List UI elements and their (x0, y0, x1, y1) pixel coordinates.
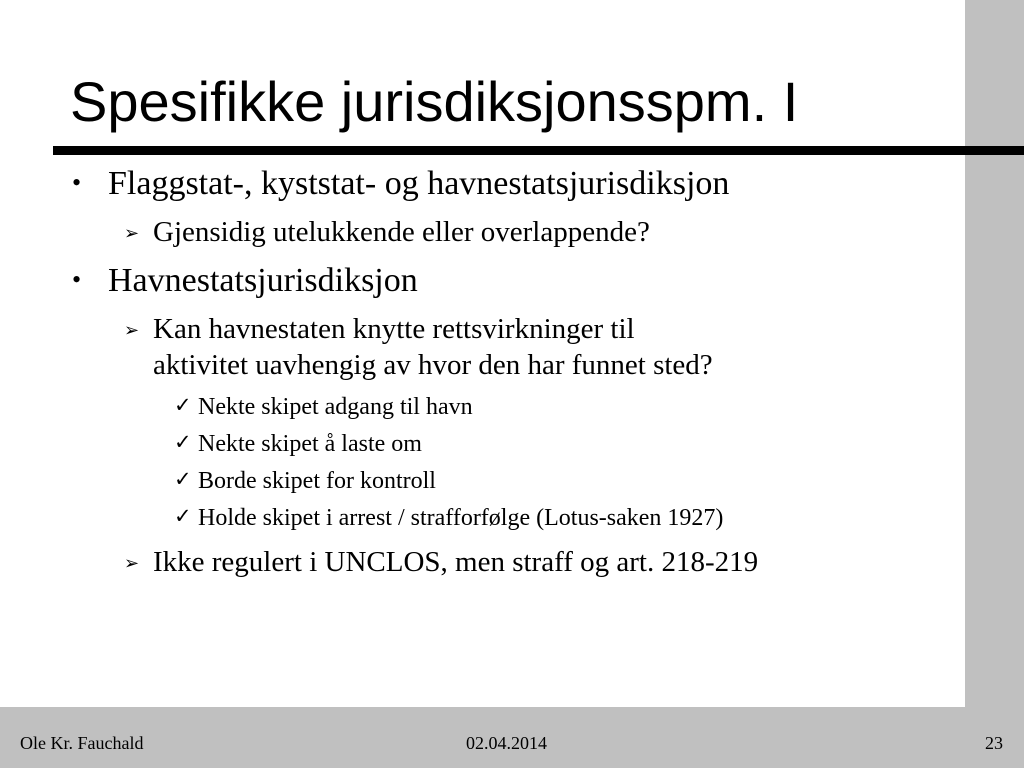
arrow-bullet-icon: ➢ (124, 223, 140, 243)
checkmark-icon: ✓ (174, 393, 192, 417)
bullet-item: Flaggstat-, kyststat- og havnestatsjurisdiksjon (108, 165, 730, 202)
right-frame-bar (965, 0, 1024, 768)
checkmark-icon: ✓ (174, 504, 192, 528)
bullet-icon: • (72, 265, 82, 294)
sub-bullet-item: Gjensidig utelukkende eller overlappende? (153, 216, 650, 248)
footer-author: Ole Kr. Fauchald (20, 733, 144, 753)
slide-title: Spesifikke jurisdiksjonsspm. I (70, 70, 799, 133)
sub-bullet-item: Ikke regulert i UNCLOS, men straff og art. 218-219 (153, 546, 759, 578)
arrow-bullet-icon: ➢ (124, 553, 140, 573)
arrow-bullet-icon: ➢ (124, 320, 140, 340)
checkmark-icon: ✓ (174, 467, 192, 491)
page-number: 23 (985, 733, 1003, 753)
checkmark-icon: ✓ (174, 430, 192, 454)
checklist-item: Nekte skipet adgang til havn (198, 394, 473, 420)
checklist-item: Holde skipet i arrest / strafforfølge (Lotus-saken 1927) (198, 505, 724, 531)
checklist-item: Borde skipet for kontroll (198, 468, 436, 494)
sub-bullet-item-continuation: aktivitet uavhengig av hvor den har funnet sted? (153, 349, 713, 381)
sub-bullet-item: Kan havnestaten knytte rettsvirkninger til (153, 313, 635, 345)
footer-date: 02.04.2014 (466, 733, 547, 753)
bullet-icon: • (72, 168, 82, 197)
checklist-item: Nekte skipet å laste om (198, 431, 422, 457)
bullet-item: Havnestatsjurisdiksjon (108, 262, 418, 299)
